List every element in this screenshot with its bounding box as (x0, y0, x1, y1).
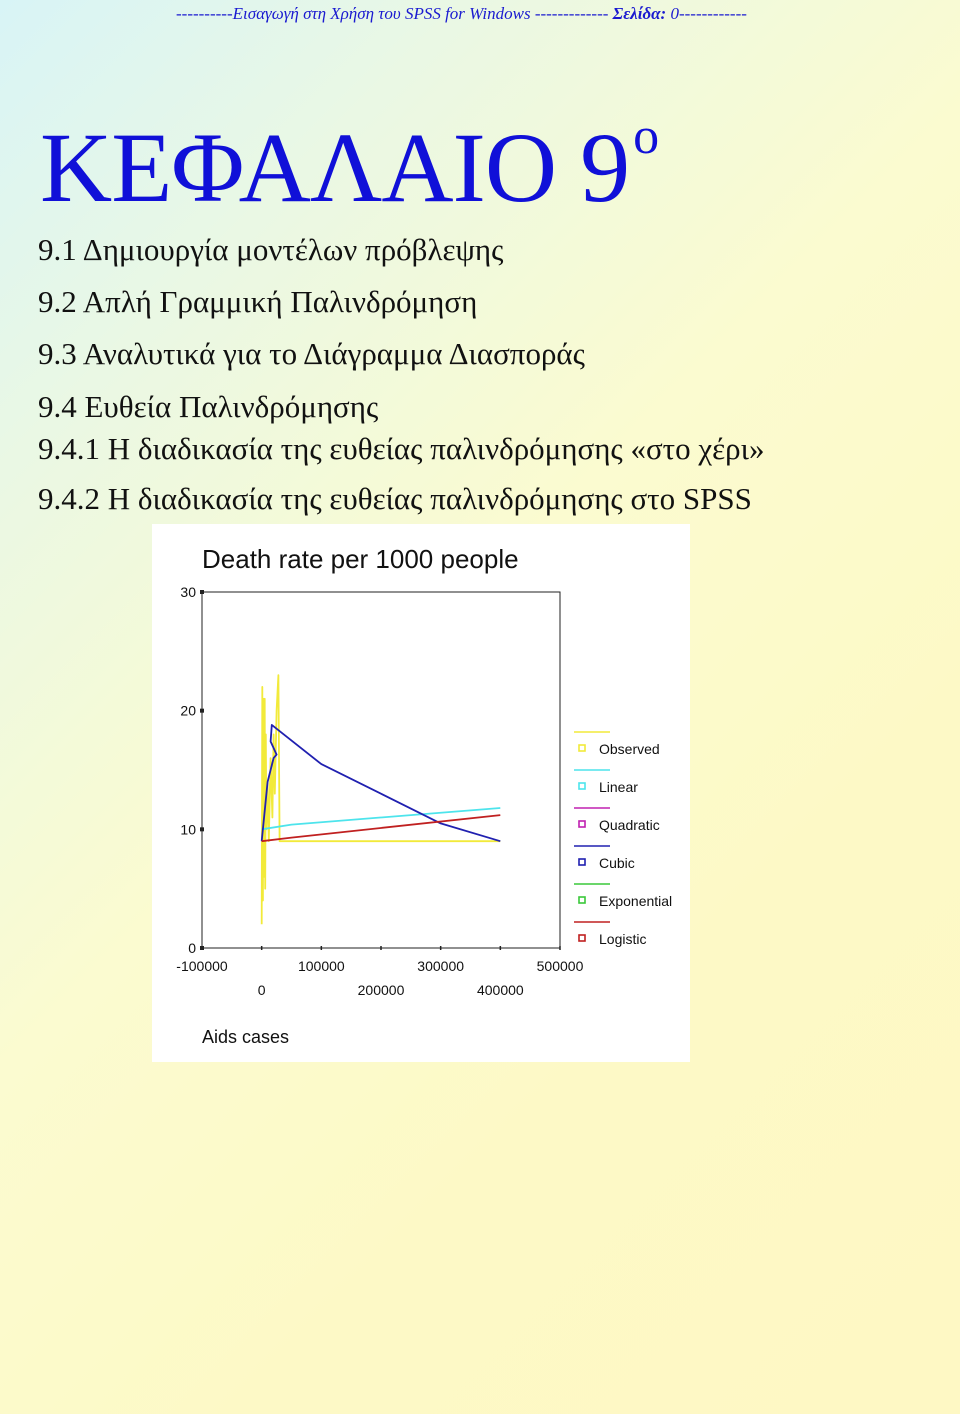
y-tick-label: 0 (188, 940, 196, 956)
header-right-text: 0------------ (666, 4, 747, 23)
legend-marker (579, 745, 585, 751)
plot-frame (202, 592, 560, 948)
chapter-superscript: ο (633, 108, 659, 165)
series-line-observed (262, 675, 501, 924)
toc-item: 9.4.2 Η διαδικασία της ευθείας παλινδρόμησης στο SPSS (38, 481, 752, 516)
x-axis-title: Aids cases (202, 1027, 290, 1047)
legend-marker (579, 821, 585, 827)
legend-label: Logistic (599, 931, 647, 947)
toc-item: 9.3 Αναλυτικά για το Διάγραμμα Διασποράς (38, 336, 585, 371)
page-header (176, 4, 747, 24)
chart-canvas (152, 524, 690, 1062)
chapter-title (40, 108, 659, 223)
legend-marker (579, 859, 585, 865)
chapter-title-text: ΚΕΦΑΛΑΙΟ 9 (40, 112, 630, 223)
legend-label: Linear (599, 779, 638, 795)
legend-marker (579, 783, 585, 789)
legend-marker (579, 935, 585, 941)
y-tick-mark (200, 590, 204, 594)
toc-item: 9.4 Ευθεία Παλινδρόμησης (38, 389, 379, 424)
header-left-text: ----------Εισαγωγή στη Χρήση του SPSS for Windows ------------- (176, 4, 613, 23)
toc-item: 9.2 Απλή Γραμμική Παλινδρόμηση (38, 284, 478, 319)
legend-label: Quadratic (599, 817, 660, 833)
legend-marker (579, 897, 585, 903)
y-tick-mark (200, 827, 204, 831)
chart-title: Death rate per 1000 people (202, 544, 519, 574)
x-tick-label: 0 (257, 982, 266, 998)
legend-label: Observed (599, 741, 660, 757)
x-tick-label: 300000 (417, 958, 465, 974)
y-tick-label: 30 (180, 584, 196, 600)
header-page-label: Σελίδα: (612, 4, 667, 23)
y-tick-label: 10 (180, 821, 196, 838)
y-tick-label: 20 (180, 702, 196, 719)
legend-label: Cubic (599, 855, 635, 871)
legend-label: Exponential (599, 893, 673, 909)
x-tick-label: 400000 (476, 982, 524, 998)
toc-item: 9.4.1 Η διαδικασία της ευθείας παλινδρόμησης «στο χέρι» (38, 431, 765, 466)
x-tick-label: -100000 (176, 958, 228, 974)
chart (152, 524, 690, 1062)
x-tick-label: 100000 (297, 958, 345, 974)
y-tick-mark (200, 709, 204, 713)
series-line-logistic (262, 815, 501, 841)
x-tick-label: 200000 (357, 982, 405, 998)
x-tick-label: 500000 (536, 958, 584, 974)
toc-item: 9.1 Δημιουργία μοντέλων πρόβλεψης (38, 232, 504, 267)
